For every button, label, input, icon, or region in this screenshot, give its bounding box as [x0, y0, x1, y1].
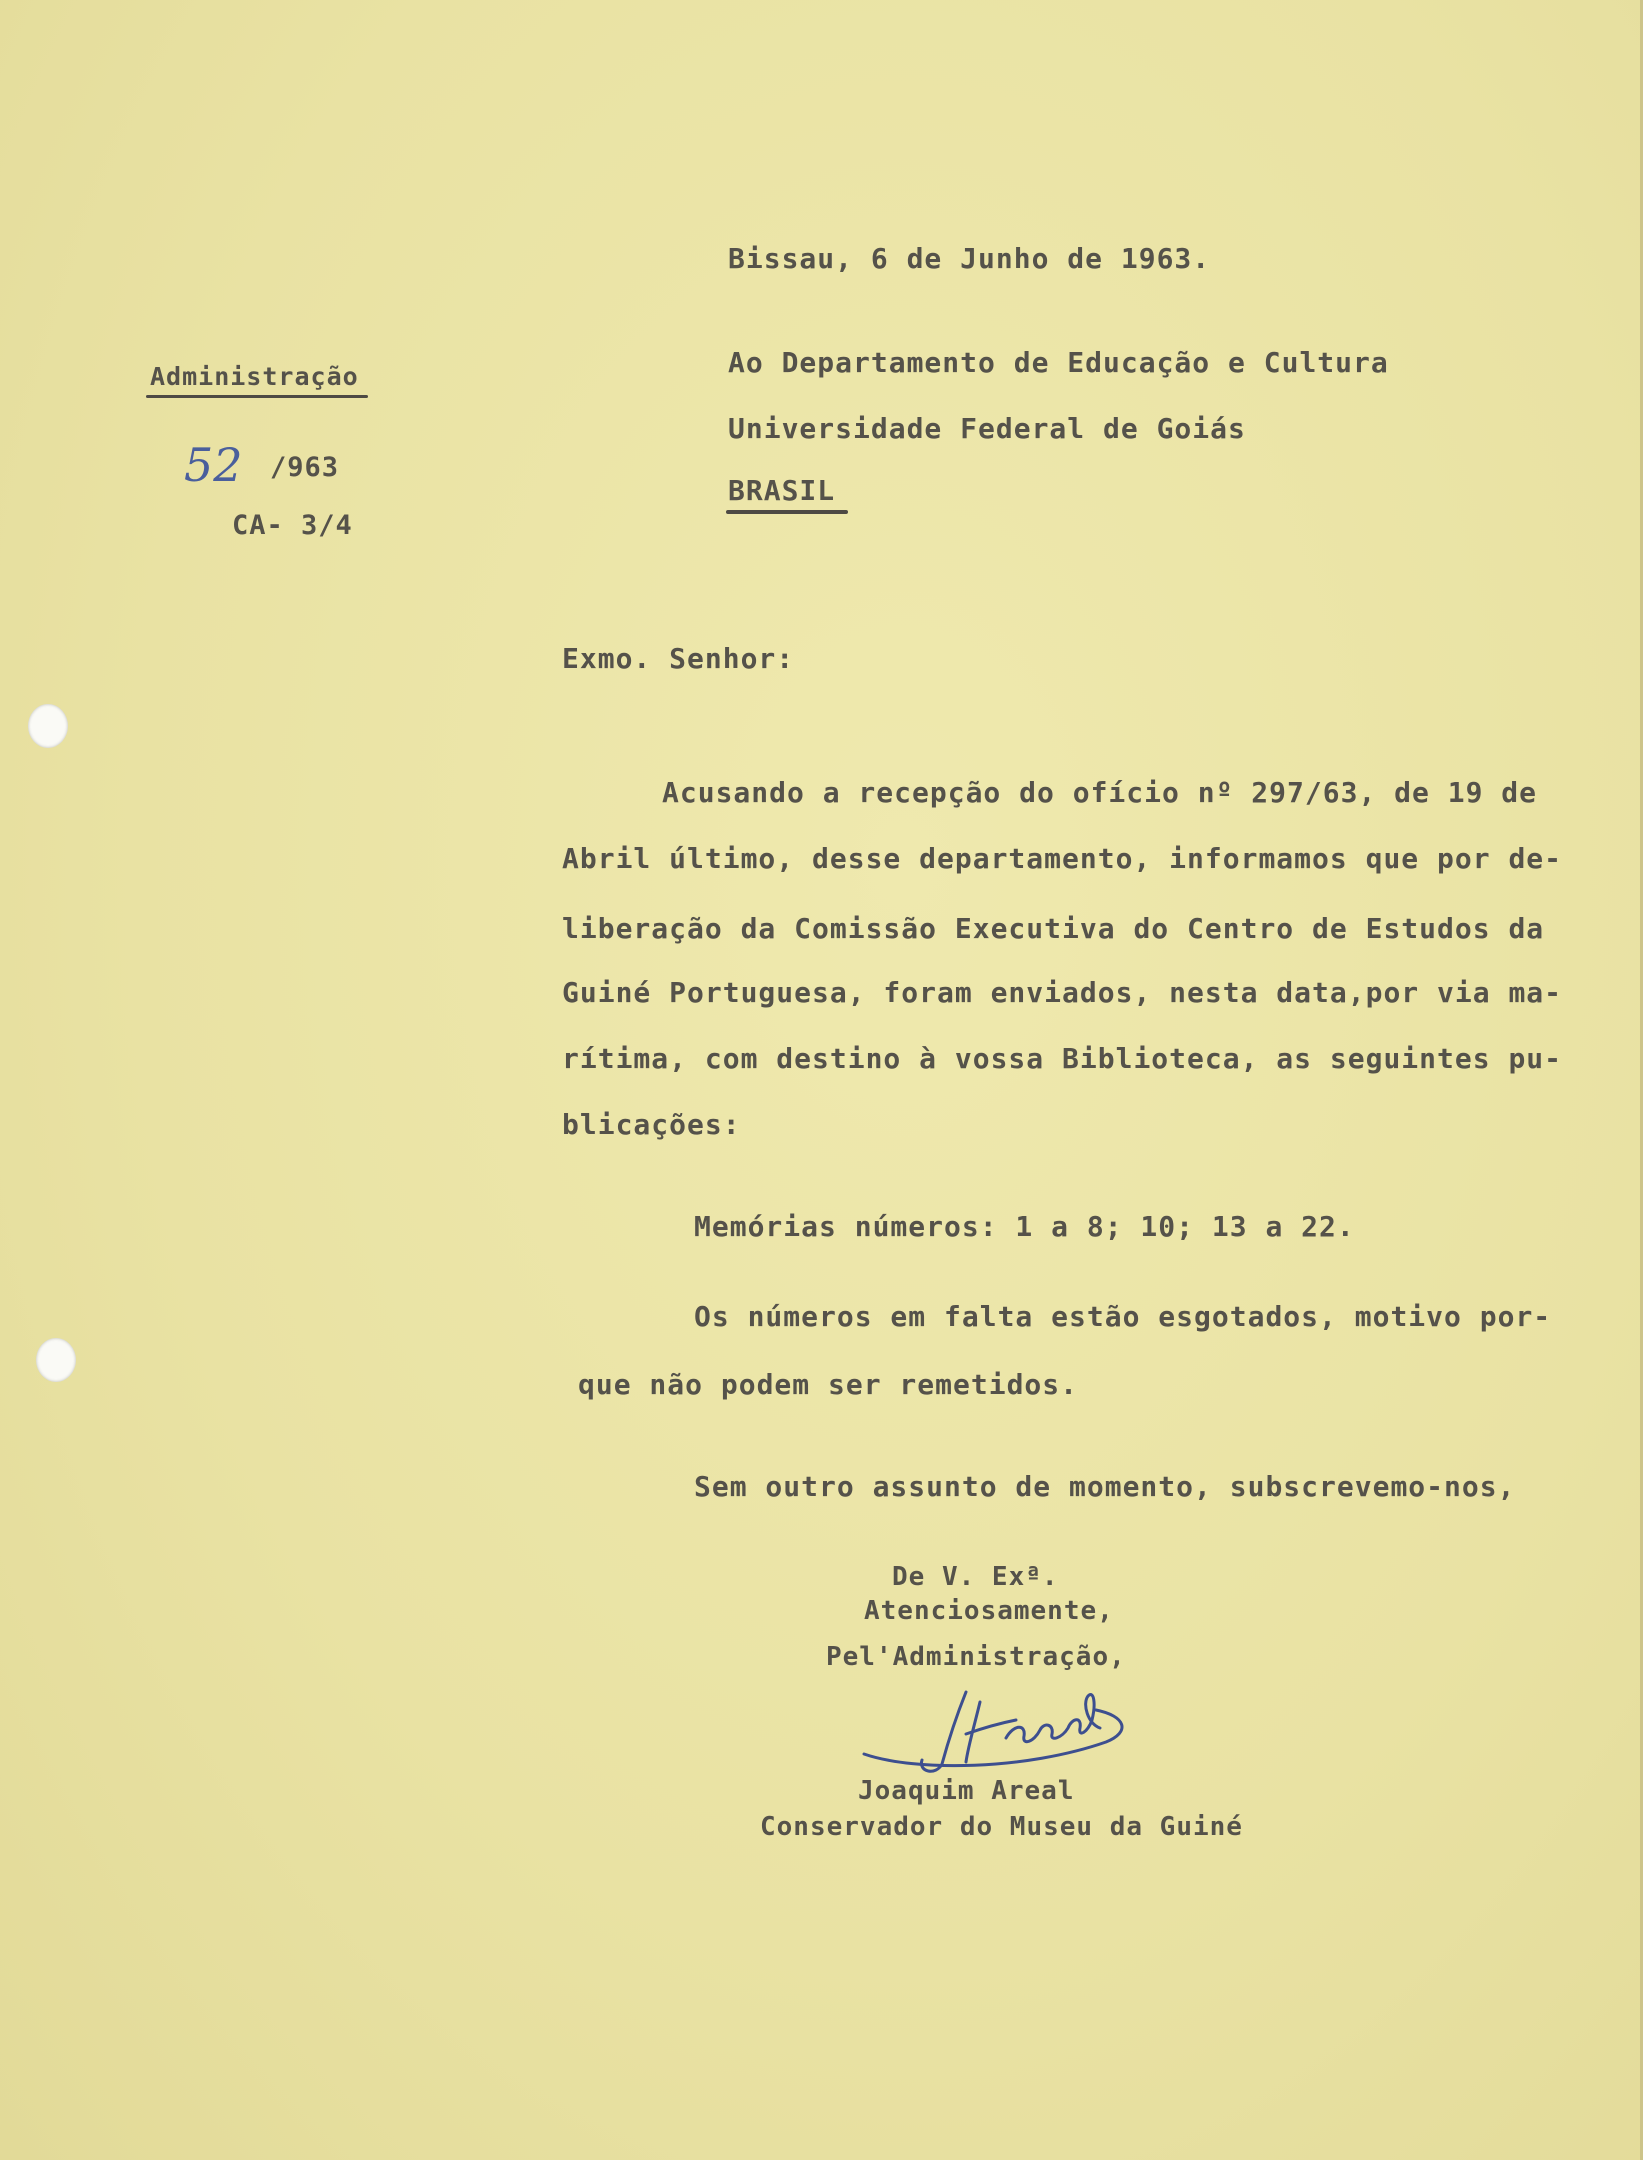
place-date: Bissau, 6 de Junho de 1963.	[728, 242, 1211, 275]
reference-number-handwritten: 52	[184, 438, 243, 492]
body-line: Acusando a recepção do ofício nº 297/63, de 19 de	[662, 776, 1538, 809]
closing-line: Pel'Administração,	[826, 1642, 1126, 1672]
closing-line: De V. Exª.	[892, 1562, 1059, 1592]
reference-code: CA- 3/4	[232, 510, 353, 541]
body-line: liberação da Comissão Executiva do Centro de Estudos da	[562, 912, 1545, 945]
section-label: Administração	[150, 362, 359, 391]
signatory-name: Joaquim Areal	[858, 1776, 1075, 1806]
recipient-department: Ao Departamento de Educação e Cultura	[728, 346, 1389, 379]
salutation: Exmo. Senhor:	[562, 642, 795, 675]
recipient-university: Universidade Federal de Goiás	[728, 412, 1246, 445]
body-line: blicações:	[562, 1108, 741, 1141]
section-underline	[146, 395, 368, 398]
body-line: rítima, com destino à vossa Biblioteca, as seguintes pu-	[562, 1042, 1563, 1075]
punch-hole	[36, 1338, 76, 1382]
closing-sentence: Sem outro assunto de momento, subscrevemo-nos,	[694, 1470, 1516, 1503]
body-line: Guiné Portuguesa, foram enviados, nesta data,por via ma-	[562, 976, 1563, 1009]
closing-line: Atenciosamente,	[864, 1596, 1114, 1626]
missing-line: Os números em falta estão esgotados, motivo por-	[694, 1300, 1552, 1333]
reference-year: /963	[270, 452, 340, 483]
missing-line: que não podem ser remetidos.	[578, 1368, 1079, 1401]
publications-list: Memórias números: 1 a 8; 10; 13 a 22.	[694, 1210, 1355, 1243]
country-underline	[726, 510, 848, 514]
signature	[856, 1672, 1136, 1782]
punch-hole	[28, 704, 68, 748]
recipient-country: BRASIL	[728, 474, 836, 507]
signatory-title: Conservador do Museu da Guiné	[760, 1812, 1243, 1842]
body-line: Abril último, desse departamento, informamos que por de-	[562, 842, 1563, 875]
